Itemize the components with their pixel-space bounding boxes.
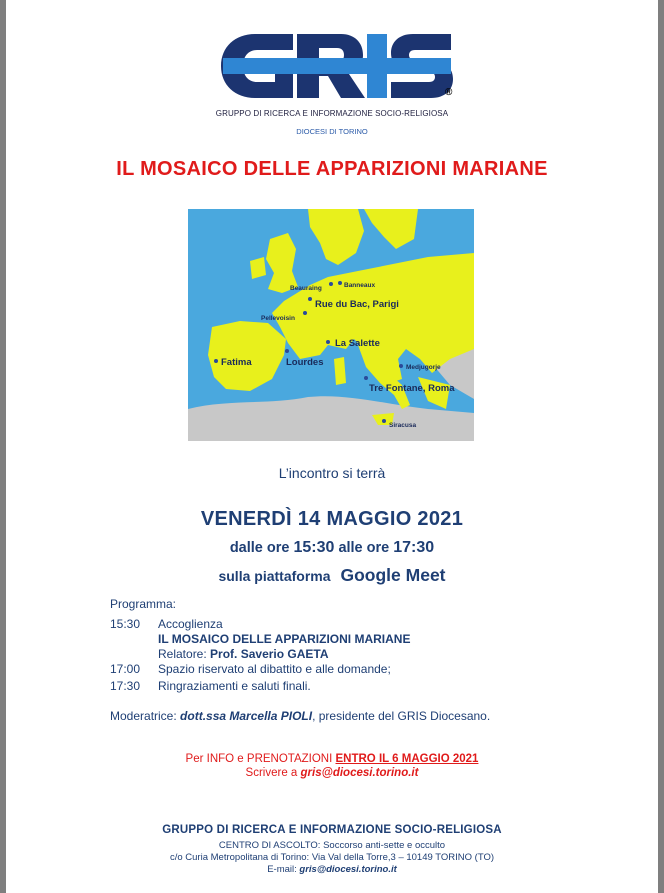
registered-mark: ® — [445, 87, 453, 98]
footer-org: GRUPPO DI RICERCA E INFORMAZIONE SOCIO-RELIGIOSA — [162, 824, 502, 836]
event-platform — [6, 565, 658, 586]
program-time: 15:30 — [110, 617, 141, 631]
footer-email-prefix: E-mail: — [267, 864, 297, 875]
page-title: IL MOSAICO DELLE APPARIZIONI MARIANE — [116, 158, 548, 180]
contact-prefix: Scrivere a — [245, 767, 298, 779]
program-label: Programma: — [110, 597, 177, 611]
time-end: 17:30 — [393, 539, 435, 556]
event-intro: L’incontro si terrà — [278, 465, 386, 481]
place-tre-fontane: Tre Fontane, Roma — [369, 383, 455, 394]
moderator-suffix: , presidente del GRIS Diocesano. — [312, 709, 491, 723]
place-la-salette: La Salette — [335, 338, 380, 349]
time-prefix: dalle ore — [229, 540, 290, 556]
event-time — [6, 539, 658, 557]
place-rue-du-bac: Rue du Bac, Parigi — [315, 299, 399, 310]
info-line — [6, 753, 658, 765]
time-start: 15:30 — [293, 539, 335, 556]
place-beauraing: Beauraing — [290, 285, 322, 292]
platform-prefix: sulla piattaforma — [218, 568, 331, 584]
footer-centro: CENTRO DI ASCOLTO: Soccorso anti-sette e occulto — [218, 840, 446, 851]
speaker-line — [158, 647, 329, 661]
program-item-2 — [110, 662, 391, 676]
talk-title: IL MOSAICO DELLE APPARIZIONI MARIANE — [158, 632, 411, 646]
info-prefix: Per INFO e PRENOTAZIONI — [185, 753, 333, 765]
info-deadline: ENTRO IL 6 MAGGIO 2021 — [335, 753, 479, 765]
diocese-label: DIOCESI DI TORINO — [296, 127, 368, 136]
org-subtitle: GRUPPO DI RICERCA E INFORMAZIONE SOCIO-RELIGIOSA — [215, 109, 449, 118]
program-text: Accoglienza — [158, 617, 223, 631]
place-fatima: Fatima — [221, 357, 252, 368]
footer-address: c/o Curia Metropolitana di Torino: Via Val della Torre,3 – 10149 TORINO (TO) — [169, 852, 495, 863]
contact-email[interactable]: gris@diocesi.torino.it — [300, 767, 419, 779]
moderator-name: dott.ssa Marcella PIOLI — [180, 709, 313, 723]
contact-line — [6, 767, 658, 779]
europe-map — [188, 209, 474, 441]
flyer-page — [6, 0, 658, 893]
place-lourdes: Lourdes — [286, 357, 324, 368]
program-text: Spazio riservato al dibattito e alle domande; — [158, 662, 391, 676]
program-item-3 — [110, 679, 311, 693]
place-siracusa: Siracusa — [389, 422, 417, 429]
moderator-prefix: Moderatrice: — [110, 709, 177, 723]
place-medjugorje: Medjugorje — [406, 364, 441, 371]
footer-email-line — [6, 864, 658, 875]
place-pellevoisin: Pellevoisin — [261, 315, 295, 322]
speaker-name: Prof. Saverio GAETA — [210, 647, 329, 661]
program-text: Ringraziamenti e saluti finali. — [158, 679, 311, 693]
platform-name: Google Meet — [340, 565, 446, 585]
time-mid: alle ore — [338, 540, 390, 556]
speaker-prefix: Relatore: — [158, 647, 207, 661]
program-item-1 — [110, 617, 223, 631]
program-time: 17:30 — [110, 679, 141, 693]
place-banneaux: Banneaux — [344, 282, 376, 289]
event-date: VENERDÌ 14 MAGGIO 2021 — [200, 508, 464, 530]
footer-email[interactable]: gris@diocesi.torino.it — [299, 864, 397, 875]
gris-logo — [215, 30, 455, 102]
moderator-line — [110, 709, 490, 723]
program-time: 17:00 — [110, 662, 141, 676]
